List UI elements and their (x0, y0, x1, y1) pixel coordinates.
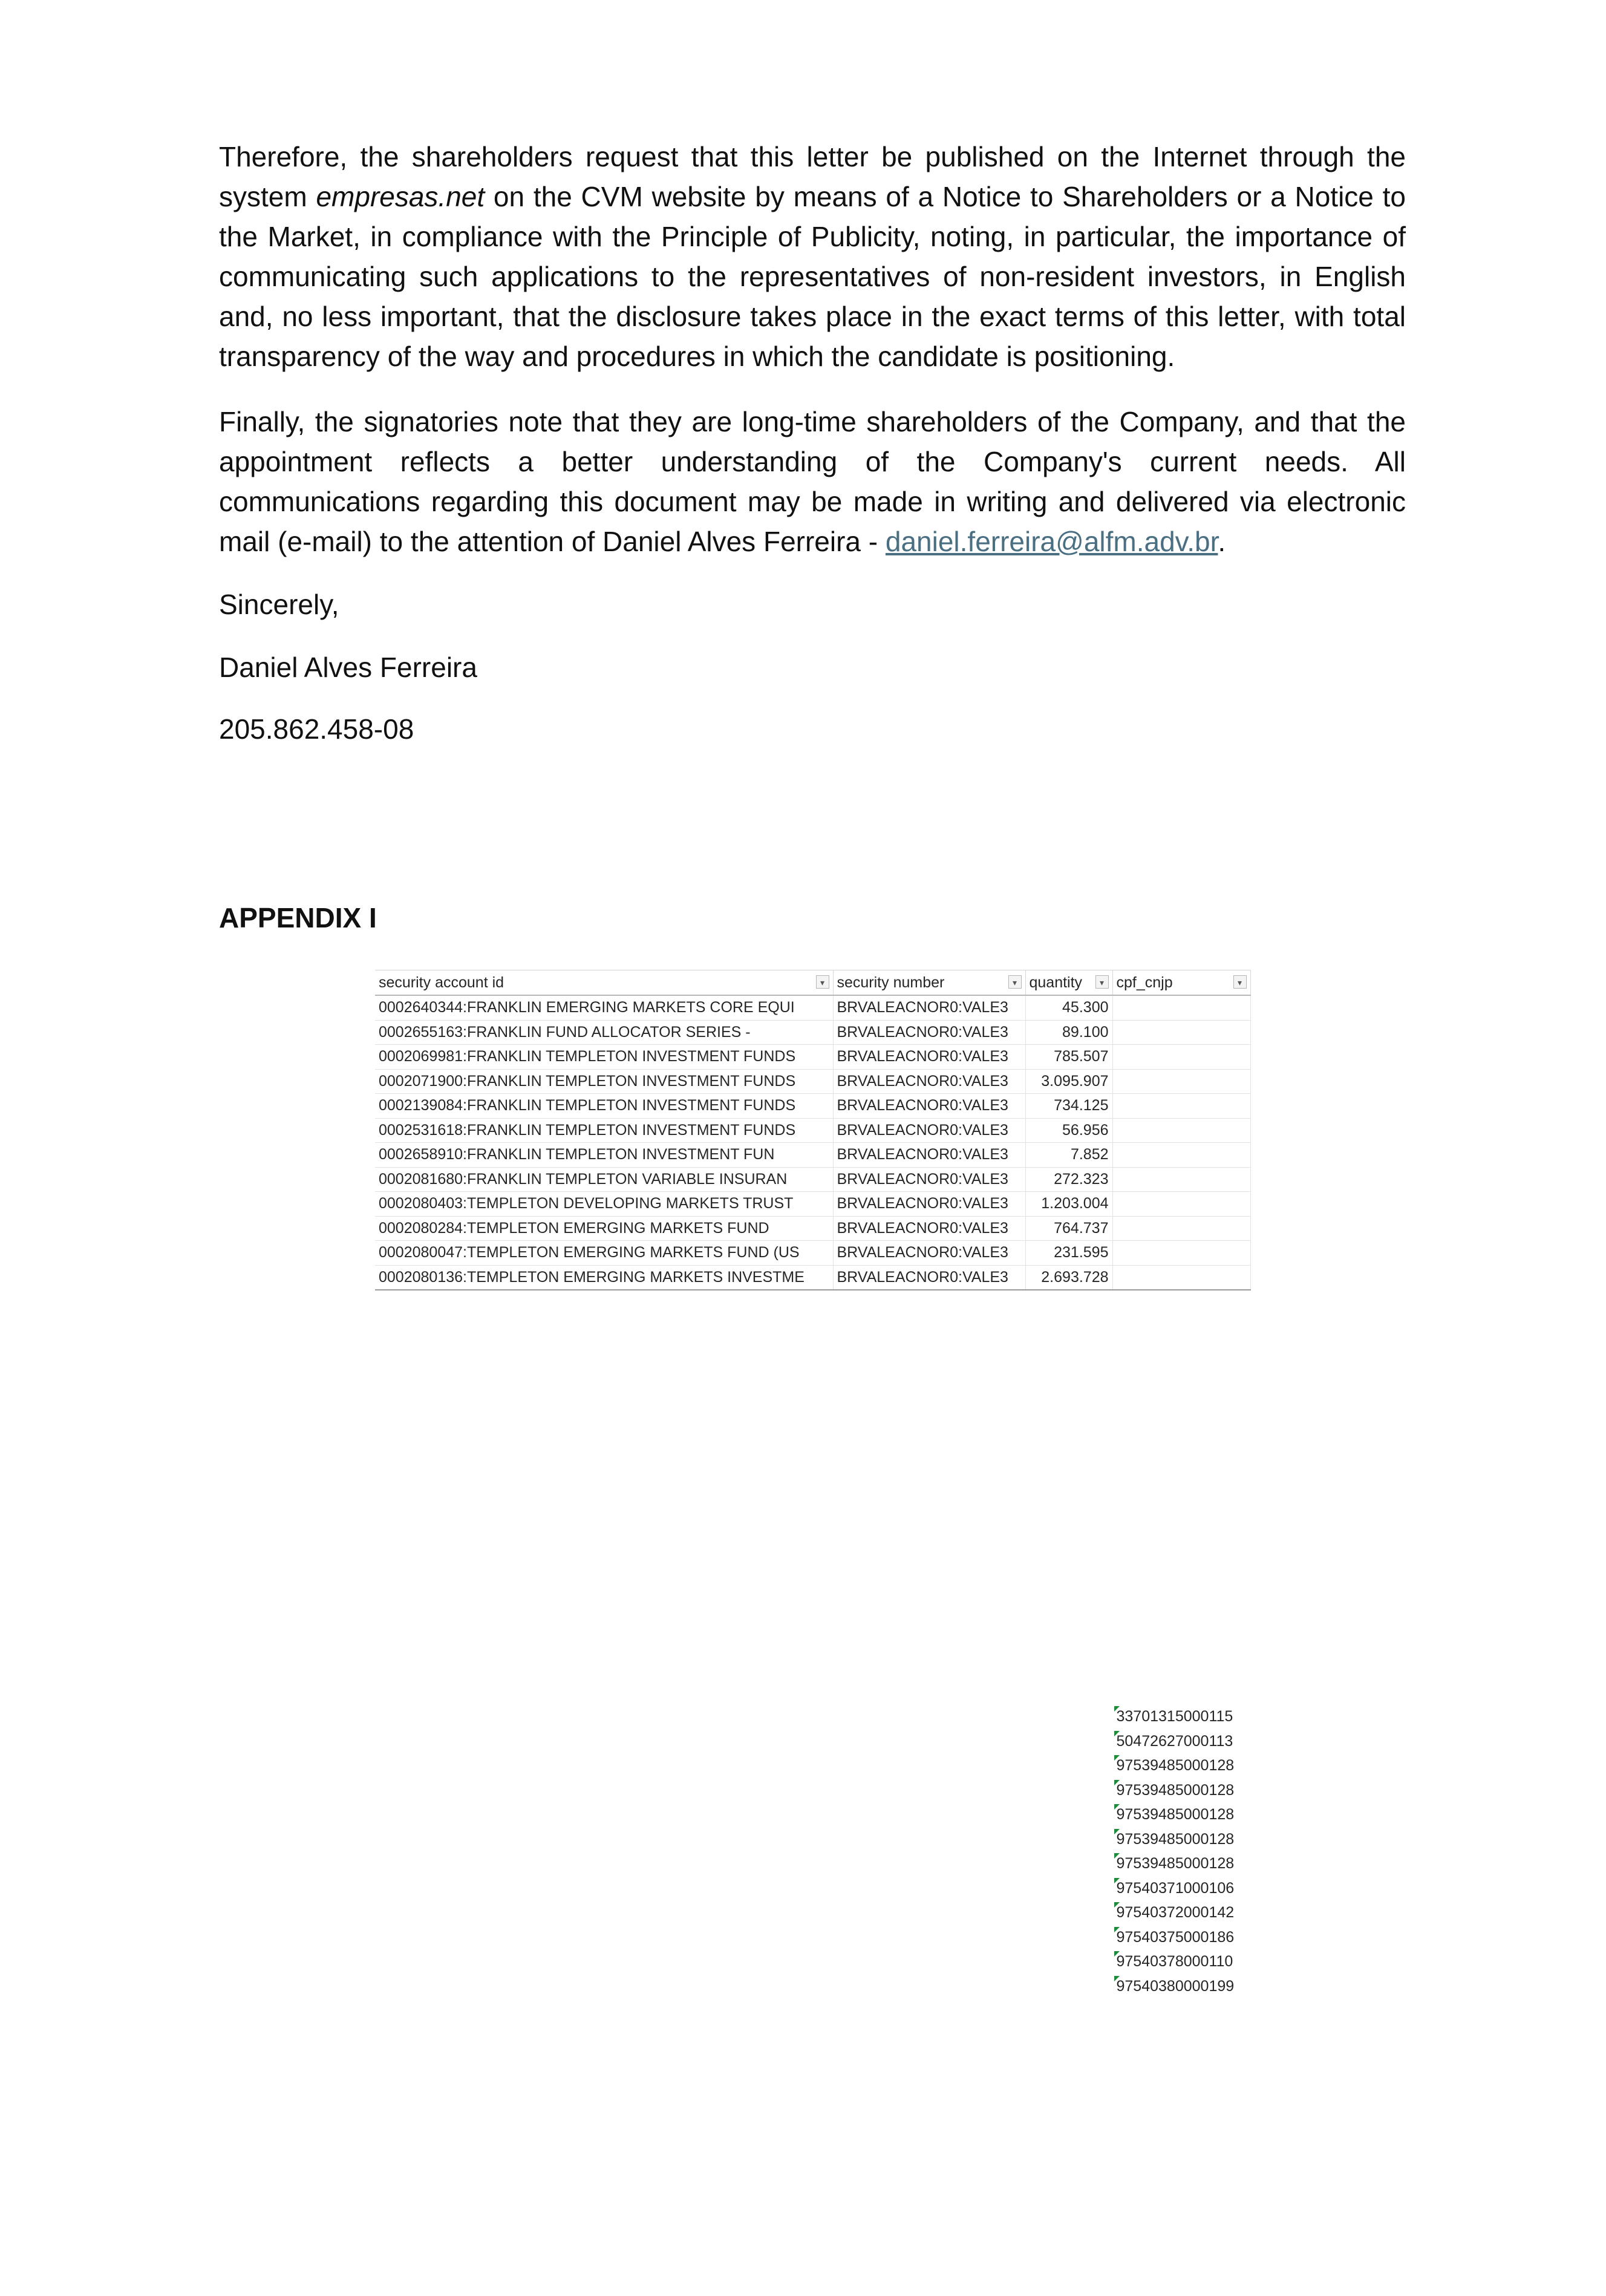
number-stored-as-text-indicator-icon (1114, 1951, 1120, 1957)
cell-quantity-value: 45.300 (1062, 999, 1109, 1016)
cell-security-account-id-value: 0002069981:FRANKLIN TEMPLETON INVESTMENT FUNDS (379, 1048, 796, 1065)
cell-quantity[interactable] (1025, 1118, 1112, 1143)
cell-quantity-value: 734.125 (1054, 1097, 1109, 1114)
cell-security-account-id[interactable] (375, 1020, 833, 1045)
cell-security-number[interactable] (833, 1216, 1025, 1241)
number-stored-as-text-indicator-icon (1114, 1902, 1120, 1908)
header-label: quantity (1029, 973, 1083, 991)
cell-security-number[interactable] (833, 1094, 1025, 1119)
cell-security-number[interactable] (833, 1045, 1025, 1070)
table-row (375, 995, 1250, 1020)
table-row (375, 1241, 1250, 1266)
header-security-account-id (375, 970, 833, 996)
filter-dropdown-icon[interactable]: ▾ (1008, 975, 1022, 989)
header-label: security account id (379, 973, 504, 991)
cell-security-account-id[interactable] (375, 1216, 833, 1241)
cell-quantity[interactable] (1025, 1216, 1112, 1241)
cell-security-account-id[interactable] (375, 1094, 833, 1119)
cell-security-account-id-value: 0002658910:FRANKLIN TEMPLETON INVESTMENT FUN (379, 1146, 775, 1163)
cell-security-number-value: BRVALEACNOR0:VALE3 (837, 1195, 1008, 1212)
number-stored-as-text-indicator-icon (1114, 1829, 1120, 1834)
cell-security-number-value: BRVALEACNOR0:VALE3 (837, 1219, 1008, 1237)
cell-quantity-value: 2.693.728 (1041, 1268, 1109, 1286)
cell-cpf-cnjp-value: 97539485000128 (1116, 1830, 1235, 1848)
cell-cpf-cnjp-value: 97539485000128 (1116, 1757, 1235, 1774)
table-row (375, 1118, 1250, 1143)
cell-cpf-cnjp-value: 97539485000128 (1116, 1781, 1235, 1799)
cell-security-account-id[interactable] (375, 1265, 833, 1290)
cell-quantity-value: 1.203.004 (1041, 1195, 1109, 1212)
table-row (375, 1094, 1250, 1119)
filter-dropdown-icon[interactable]: ▾ (1233, 975, 1247, 989)
cell-cpf-cnjp-value: 97540378000110 (1116, 1953, 1233, 1971)
cell-security-number[interactable] (833, 1069, 1025, 1094)
spreadsheet-excerpt (375, 970, 1250, 1995)
cell-security-number[interactable] (833, 1265, 1025, 1290)
cell-security-number-value: BRVALEACNOR0:VALE3 (837, 1023, 1008, 1041)
cell-quantity-value: 7.852 (1070, 1146, 1109, 1163)
cell-cpf-cnjp-value: 33701315000115 (1116, 1708, 1233, 1725)
cell-quantity[interactable] (1025, 1020, 1112, 1045)
filter-dropdown-icon[interactable]: ▾ (816, 975, 829, 989)
cell-security-account-id[interactable] (375, 995, 833, 1020)
cell-quantity[interactable] (1025, 1167, 1112, 1192)
cell-security-account-id[interactable] (375, 1143, 833, 1168)
cell-quantity[interactable] (1025, 1069, 1112, 1094)
cell-quantity-value: 272.323 (1054, 1170, 1109, 1188)
table-row (375, 1265, 1250, 1290)
para2-text: Finally, the signatories note that they are long-time shareholders of the Company, and that the appointment reflects a better understanding of the Company's current needs. All communications regarding this document may be made in writing and delivered via electronic mail (e-mail) to the attention of Daniel Alves Ferreira - (219, 406, 1406, 557)
cell-cpf-cnjp[interactable] (1112, 1803, 1250, 1828)
cell-cpf-cnjp[interactable] (1112, 1974, 1250, 1999)
filter-dropdown-icon[interactable]: ▾ (1095, 975, 1109, 989)
cell-security-account-id[interactable] (375, 1045, 833, 1070)
table-body (375, 995, 1250, 1995)
para1-text-start: Therefore, the shareholders request that this letter be published on the Internet through the system (219, 141, 1406, 212)
cell-quantity-value: 785.507 (1054, 1048, 1109, 1065)
para1-text-end: on the CVM website by means of a Notice to Shareholders or a Notice to the Market, in compliance with the Principle of Publicity, noting, in particular, the importance of communicating such applications to the representatives of non-resident investors, in English and, no less important, that the disclosure takes place in the exact terms of this letter, with total transparency of the way and procedures in which the candidate is positioning. (219, 181, 1406, 372)
table-row (375, 1020, 1250, 1045)
cell-security-account-id-value: 0002139084:FRANKLIN TEMPLETON INVESTMENT FUNDS (379, 1097, 796, 1114)
cell-cpf-cnjp-value: 50472627000113 (1116, 1732, 1233, 1750)
cell-quantity[interactable] (1025, 1094, 1112, 1119)
cell-quantity-value: 231.595 (1054, 1244, 1109, 1261)
cell-cpf-cnjp[interactable] (1112, 1876, 1250, 1901)
cell-security-number[interactable] (833, 1118, 1025, 1143)
cell-quantity[interactable] (1025, 1265, 1112, 1290)
cell-security-number-value: BRVALEACNOR0:VALE3 (837, 1072, 1008, 1090)
cell-security-account-id-value: 0002071900:FRANKLIN TEMPLETON INVESTMENT FUNDS (379, 1072, 796, 1090)
cell-quantity[interactable] (1025, 1045, 1112, 1070)
table-row (375, 1192, 1250, 1217)
number-stored-as-text-indicator-icon (1114, 1853, 1120, 1859)
cell-quantity[interactable] (1025, 1143, 1112, 1168)
closing-salutation: Sincerely, (219, 589, 339, 620)
number-stored-as-text-indicator-icon (1114, 1804, 1120, 1810)
cell-cpf-cnjp-value: 97539485000128 (1116, 1855, 1235, 1872)
cell-quantity-value: 3.095.907 (1041, 1072, 1109, 1090)
cell-security-number-value: BRVALEACNOR0:VALE3 (837, 1048, 1008, 1065)
cell-security-account-id-value: 0002080047:TEMPLETON EMERGING MARKETS FUND (US (379, 1244, 800, 1261)
cell-security-number[interactable] (833, 995, 1025, 1020)
cell-cpf-cnjp-value: 97539485000128 (1116, 1806, 1235, 1823)
cell-cpf-cnjp-value: 97540380000199 (1116, 1977, 1235, 1995)
cell-security-number-value: BRVALEACNOR0:VALE3 (837, 1121, 1008, 1139)
appendix-title: APPENDIX I (219, 902, 377, 934)
number-stored-as-text-indicator-icon (1114, 1755, 1120, 1761)
cell-security-account-id-value: 0002081680:FRANKLIN TEMPLETON VARIABLE INSURAN (379, 1170, 788, 1188)
cell-security-account-id-value: 0002080136:TEMPLETON EMERGING MARKETS INVESTME (379, 1268, 805, 1286)
cell-security-number-value: BRVALEACNOR0:VALE3 (837, 1097, 1008, 1114)
cell-quantity[interactable] (1025, 1192, 1112, 1217)
cell-cpf-cnjp-value: 97540371000106 (1116, 1879, 1235, 1897)
cell-cpf-cnjp[interactable] (1112, 1754, 1250, 1779)
paragraph-contact-info (219, 402, 1406, 561)
para2-period: . (1218, 526, 1226, 557)
cell-quantity-value: 89.100 (1062, 1023, 1109, 1041)
cell-security-account-id[interactable] (375, 1118, 833, 1143)
paragraph-publication-request (219, 137, 1406, 376)
cell-quantity[interactable] (1025, 1241, 1112, 1266)
cell-security-number[interactable] (833, 1167, 1025, 1192)
cell-security-number-value: BRVALEACNOR0:VALE3 (837, 1268, 1008, 1286)
cell-quantity-value: 56.956 (1062, 1121, 1109, 1139)
signer-name: Daniel Alves Ferreira (219, 652, 477, 683)
cell-security-number-value: BRVALEACNOR0:VALE3 (837, 1244, 1008, 1261)
cell-security-number[interactable] (833, 1241, 1025, 1266)
cell-cpf-cnjp-value: 97540375000186 (1116, 1928, 1235, 1946)
table-row (375, 1069, 1250, 1094)
table-row (375, 1143, 1250, 1168)
cell-cpf-cnjp-value: 97540372000142 (1116, 1904, 1235, 1922)
cell-security-account-id[interactable] (375, 1069, 833, 1094)
number-stored-as-text-indicator-icon (1114, 1976, 1120, 1981)
cell-cpf-cnjp[interactable] (1112, 1704, 1250, 1729)
email-link[interactable]: daniel.ferreira@alfm.adv.br (885, 526, 1218, 557)
cell-security-number-value: BRVALEACNOR0:VALE3 (837, 999, 1008, 1016)
table-row (375, 1216, 1250, 1241)
number-stored-as-text-indicator-icon (1114, 1731, 1120, 1736)
cell-cpf-cnjp[interactable] (1112, 1950, 1250, 1975)
header-label: security number (837, 973, 945, 991)
para1-system-name: empresas.net (316, 181, 485, 212)
header-security-number (833, 970, 1025, 996)
table-header-row (375, 970, 1250, 996)
cell-quantity-value: 764.737 (1054, 1219, 1109, 1237)
cell-security-account-id[interactable] (375, 1241, 833, 1266)
cell-security-account-id-value: 0002080403:TEMPLETON DEVELOPING MARKETS TRUST (379, 1195, 794, 1212)
cell-security-number[interactable] (833, 1192, 1025, 1217)
number-stored-as-text-indicator-icon (1114, 1706, 1120, 1712)
cell-security-number-value: BRVALEACNOR0:VALE3 (837, 1170, 1008, 1188)
header-label: cpf_cnjp (1116, 973, 1173, 991)
header-quantity (1025, 970, 1112, 996)
cell-cpf-cnjp[interactable] (1112, 1925, 1250, 1950)
cell-security-account-id-value: 0002655163:FRANKLIN FUND ALLOCATOR SERIES - (379, 1023, 751, 1041)
cell-security-number[interactable] (833, 1020, 1025, 1045)
number-stored-as-text-indicator-icon (1114, 1780, 1120, 1785)
cell-cpf-cnjp[interactable] (1112, 1852, 1250, 1877)
cell-cpf-cnjp[interactable] (1112, 1778, 1250, 1803)
cell-security-number[interactable] (833, 1143, 1025, 1168)
cell-cpf-cnjp[interactable] (1112, 1729, 1250, 1754)
cell-quantity[interactable] (1025, 995, 1112, 1020)
table-row (375, 1045, 1250, 1070)
number-stored-as-text-indicator-icon (1114, 1927, 1120, 1932)
cell-security-account-id[interactable] (375, 1192, 833, 1217)
cell-security-account-id-value: 0002080284:TEMPLETON EMERGING MARKETS FUND (379, 1219, 769, 1237)
cell-security-account-id-value: 0002640344:FRANKLIN EMERGING MARKETS CORE EQUI (379, 999, 795, 1016)
cell-security-number-value: BRVALEACNOR0:VALE3 (837, 1146, 1008, 1163)
signer-id: 205.862.458-08 (219, 713, 414, 745)
table-row (375, 1167, 1250, 1192)
cell-security-account-id[interactable] (375, 1167, 833, 1192)
cell-cpf-cnjp[interactable] (1112, 1827, 1250, 1852)
cell-cpf-cnjp[interactable] (1112, 1901, 1250, 1926)
holdings-table (375, 970, 1251, 1995)
header-cpf-cnjp (1112, 970, 1250, 996)
number-stored-as-text-indicator-icon (1114, 1878, 1120, 1883)
cell-security-account-id-value: 0002531618:FRANKLIN TEMPLETON INVESTMENT FUNDS (379, 1121, 796, 1139)
